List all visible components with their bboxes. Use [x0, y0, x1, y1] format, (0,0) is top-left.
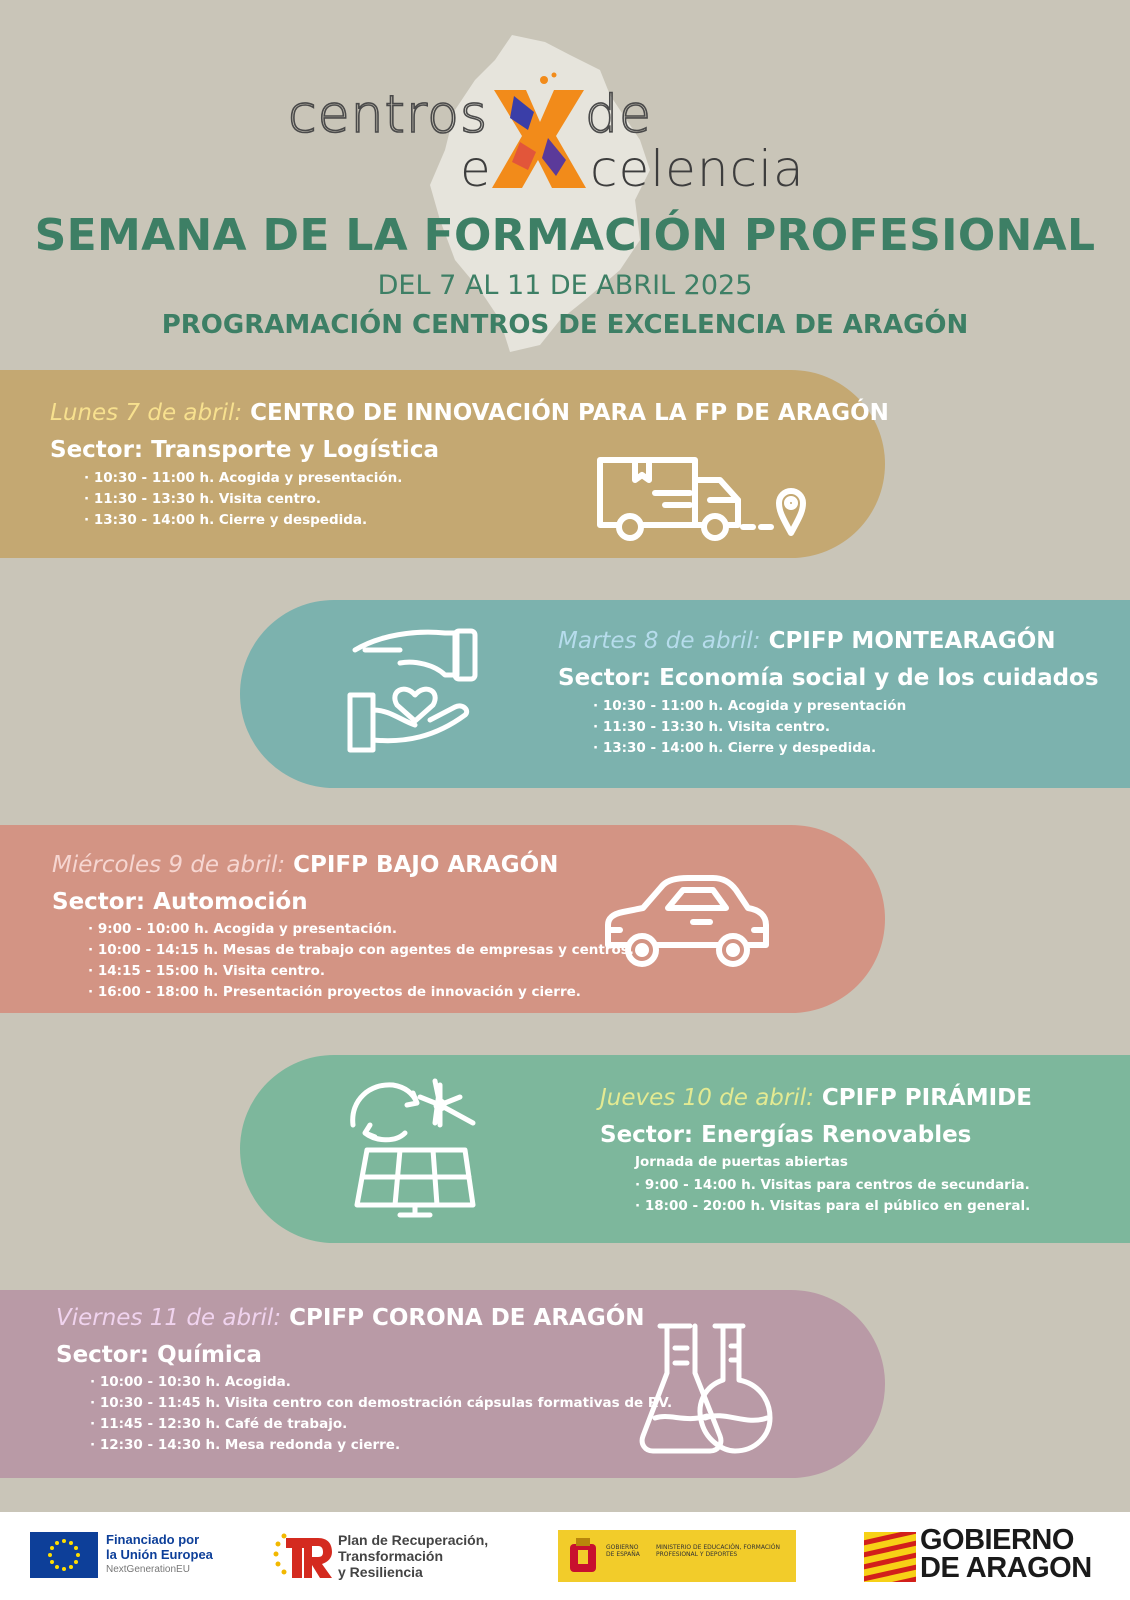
center-name: CPIFP PIRÁMIDE: [821, 1085, 1032, 1111]
schedule-item: · 11:45 - 12:30 h. Café de trabajo.: [90, 1414, 672, 1435]
lab-flasks-icon: [635, 1318, 775, 1458]
schedule-item: · 10:30 - 11:00 h. Acogida y presentación.: [84, 468, 402, 489]
sector-label: Sector: Automoción: [52, 889, 308, 915]
schedule-item: · 12:30 - 14:30 h. Mesa redonda y cierre.: [90, 1435, 672, 1456]
day-heading: [558, 628, 1056, 654]
day-label: Viernes 11 de abril:: [56, 1305, 282, 1331]
day-label: Miércoles 9 de abril:: [52, 852, 286, 878]
delivery-truck-icon: [595, 455, 815, 555]
schedule-item: · 11:30 - 13:30 h. Visita centro.: [84, 489, 402, 510]
spain-coat-of-arms-icon: [566, 1536, 600, 1576]
hands-heart-icon: [345, 625, 485, 760]
logo-word-de: de: [585, 85, 652, 145]
center-name: CENTRO DE INNOVACIÓN PARA LA FP DE ARAGÓN: [250, 400, 889, 426]
day-label: Martes 8 de abril:: [558, 628, 761, 654]
event-note: Jornada de puertas abiertas: [635, 1154, 848, 1170]
sector-label: Sector: Energías Renovables: [600, 1122, 972, 1148]
schedule-list: [635, 1175, 1030, 1217]
day-label: Jueves 10 de abril:: [600, 1085, 814, 1111]
schedule-item: · 10:30 - 11:45 h. Visita centro con demostración cápsulas formativas de RV.: [90, 1393, 672, 1414]
sponsor-footer: [0, 1512, 1130, 1600]
schedule-item: · 10:30 - 11:00 h. Acogida y presentación: [593, 696, 906, 717]
logo-word-centros: centros: [288, 85, 489, 145]
aragon-text-line: DE ARAGON: [920, 1552, 1092, 1584]
day-label: Lunes 7 de abril:: [50, 400, 243, 426]
schedule-item: · 10:00 - 14:15 h. Mesas de trabajo con agentes de empresas y centros.: [88, 940, 634, 961]
prtr-logo-icon: [272, 1530, 334, 1582]
day-heading: [600, 1085, 1032, 1111]
center-name: CPIFP BAJO ARAGÓN: [293, 852, 559, 878]
eu-text-line: NextGenerationEU: [106, 1564, 190, 1575]
center-name: CPIFP CORONA DE ARAGÓN: [289, 1305, 645, 1331]
schedule-list: [88, 919, 634, 1003]
prtr-text-line: Transformación: [338, 1548, 444, 1564]
gov-es-text: GOBIERNO DE ESPAÑA: [606, 1544, 640, 1558]
schedule-item: · 11:30 - 13:30 h. Visita centro.: [593, 717, 906, 738]
day-heading: [52, 852, 558, 878]
schedule-item: · 16:00 - 18:00 h. Presentación proyectos de innovación y cierre.: [88, 982, 634, 1003]
ministry-text: MINISTERIO DE EDUCACIÓN, FORMACIÓN PROFESIONAL Y DEPORTES: [656, 1544, 781, 1558]
car-icon: [598, 870, 773, 975]
day-heading: [56, 1305, 645, 1331]
center-name: CPIFP MONTEARAGÓN: [768, 628, 1056, 654]
schedule-item: · 13:30 - 14:00 h. Cierre y despedida.: [593, 738, 906, 759]
aragon-flag-icon: [864, 1532, 916, 1582]
sector-label: Sector: Economía social y de los cuidados: [558, 665, 1099, 691]
day-heading: [50, 400, 889, 426]
schedule-item: · 10:00 - 10:30 h. Acogida.: [90, 1372, 672, 1393]
x-logo-icon: [490, 72, 588, 194]
page-subtitle: PROGRAMACIÓN CENTROS DE EXCELENCIA DE ARAGÓN: [161, 310, 969, 340]
schedule-list: [593, 696, 906, 759]
ministry-logo: [558, 1530, 796, 1582]
schedule-list: [90, 1372, 672, 1456]
event-dates: DEL 7 AL 11 DE ABRIL 2025: [377, 270, 753, 301]
schedule-item: · 9:00 - 10:00 h. Acogida y presentación.: [88, 919, 634, 940]
gobierno-aragon-text: [920, 1526, 1092, 1582]
sector-label: Sector: Química: [56, 1342, 262, 1368]
renewable-energy-icon: [345, 1075, 495, 1220]
eu-flag-icon: [30, 1532, 98, 1578]
logo-word-e: e: [460, 140, 492, 198]
aragon-text-line: GOBIERNO: [920, 1524, 1074, 1556]
schedule-item: · 13:30 - 14:00 h. Cierre y despedida.: [84, 510, 402, 531]
schedule-item: · 9:00 - 14:00 h. Visitas para centros de secundaria.: [635, 1175, 1030, 1196]
eu-text-line: Financiado por: [106, 1532, 200, 1547]
prtr-text-line: Plan de Recuperación,: [338, 1532, 489, 1548]
prtr-text: [338, 1532, 488, 1580]
schedule-list: [84, 468, 402, 531]
logo-word-celencia: celencia: [590, 140, 805, 198]
prtr-text-line: y Resiliencia: [338, 1564, 423, 1580]
eu-text-line: la Unión Europea: [106, 1547, 213, 1562]
schedule-item: · 14:15 - 15:00 h. Visita centro.: [88, 961, 634, 982]
page-title: SEMANA DE LA FORMACIÓN PROFESIONAL: [34, 210, 1096, 261]
eu-funding-text: [106, 1532, 213, 1577]
sector-label: Sector: Transporte y Logística: [50, 437, 439, 463]
schedule-item: · 18:00 - 20:00 h. Visitas para el público en general.: [635, 1196, 1030, 1217]
